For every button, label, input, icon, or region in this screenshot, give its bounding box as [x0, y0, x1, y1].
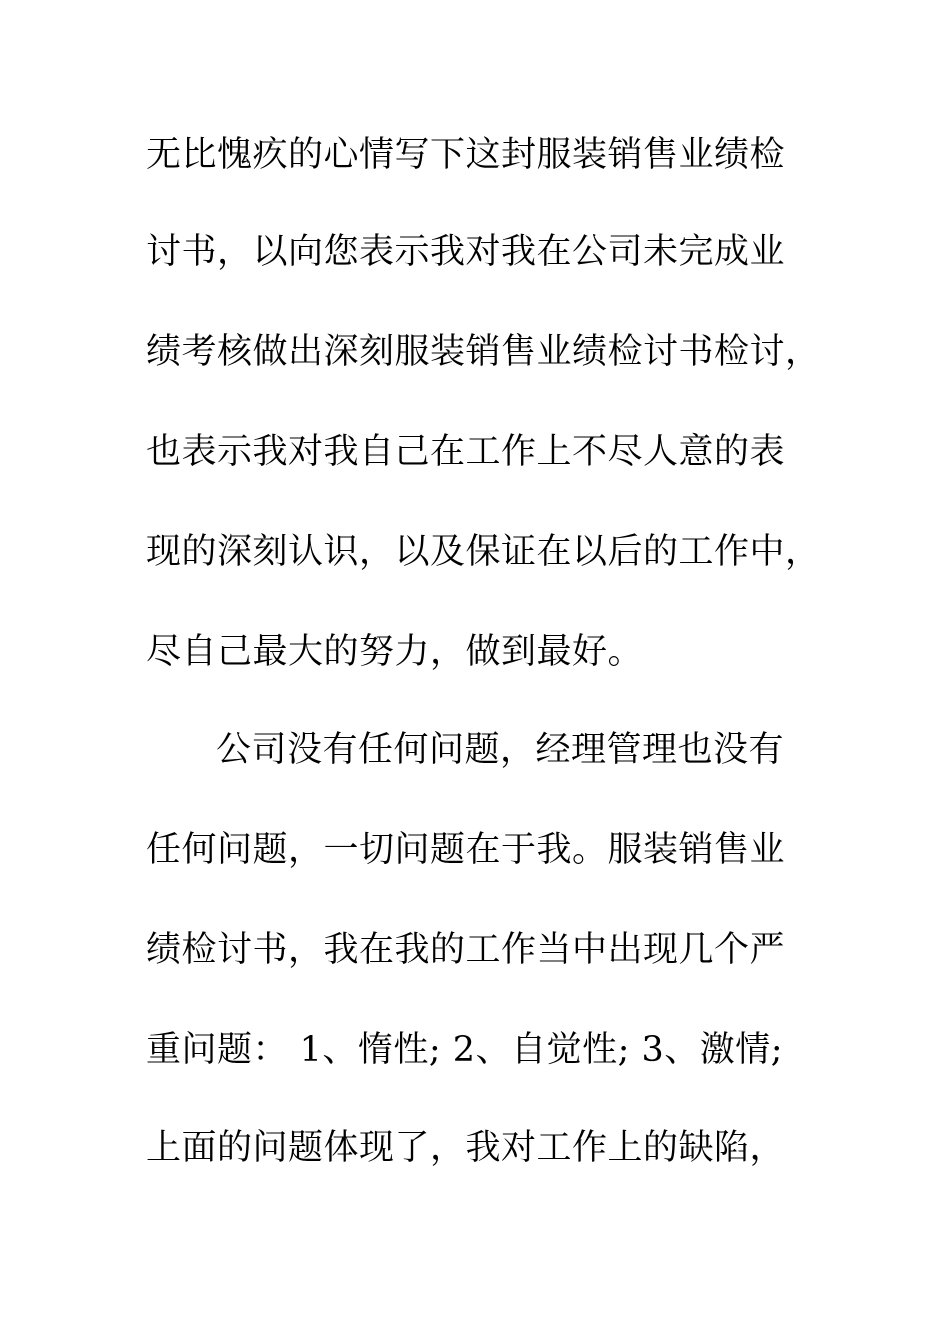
- text-line: 绩检讨书，我在我的工作当中出现几个严: [146, 930, 786, 970]
- text-line: 现的深刻认识，以及保证在以后的工作中，: [146, 532, 821, 572]
- text-line: 任何问题，一切问题在于我。服装销售业: [146, 830, 786, 870]
- text-line: 无比愧疚的心情写下这封服装销售业绩检: [146, 135, 786, 175]
- text-line: 上面的问题体现了，我对工作上的缺陷，: [146, 1128, 786, 1168]
- text-line: 重问题： 1、惰性; 2、自觉性; 3、激情;: [146, 1030, 784, 1070]
- text-line: 也表示我对我自己在工作上不尽人意的表: [146, 432, 786, 472]
- text-line: 讨书，以向您表示我对我在公司未完成业: [146, 232, 786, 272]
- text-line: 公司没有任何问题，经理管理也没有: [216, 730, 785, 770]
- text-line: 绩考核做出深刻服装销售业绩检讨书检讨，: [146, 332, 821, 372]
- text-line: 尽自己最大的努力，做到最好。: [146, 632, 644, 672]
